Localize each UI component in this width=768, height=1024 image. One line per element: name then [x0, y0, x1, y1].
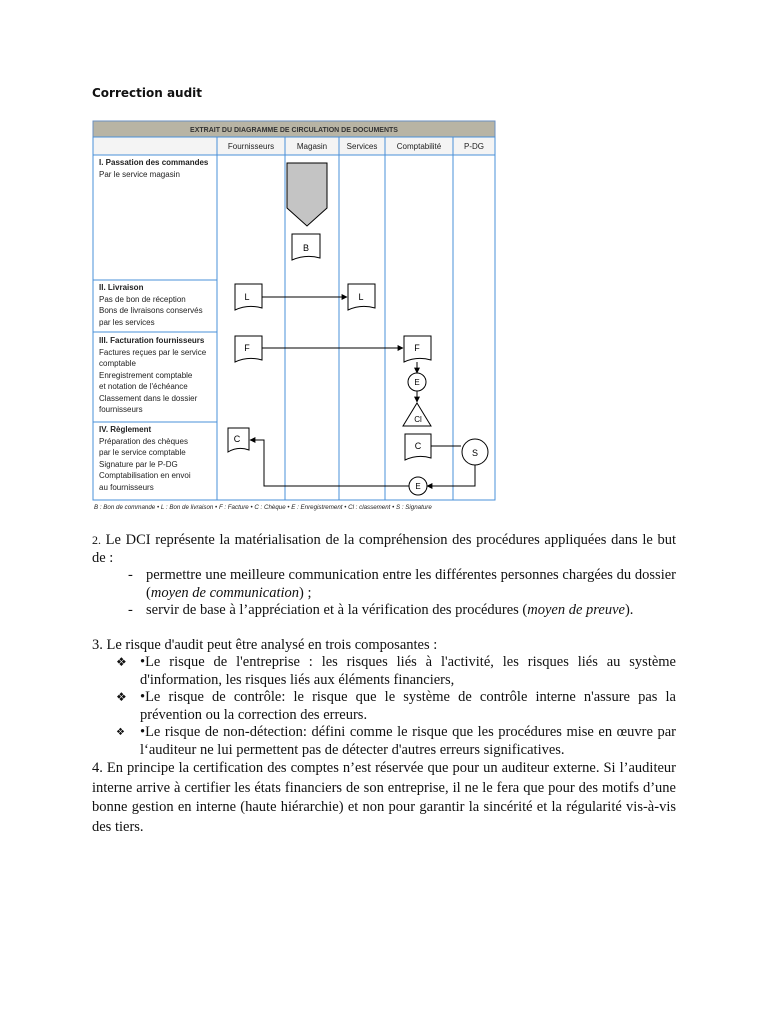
section-line: Factures reçues par le service — [99, 348, 207, 357]
diamond-bullet-icon: ❖ — [116, 690, 127, 704]
section-line: Préparation des chèques — [99, 437, 188, 446]
section-line: Classement dans le dossier — [99, 394, 198, 403]
record-e-label: E — [414, 378, 420, 387]
column-fournisseurs: Fournisseurs — [227, 142, 275, 151]
section-line: Bons de livraisons conservés — [99, 306, 203, 315]
document-f-label: F — [244, 343, 250, 353]
record-e-label: E — [415, 482, 421, 491]
column-services: Services — [346, 142, 378, 151]
document-c-label: C — [414, 441, 422, 451]
document-f-label: F — [414, 343, 420, 353]
diagram-header: EXTRAIT DU DIAGRAMME DE CIRCULATION DE DOCUMENTS — [190, 127, 398, 134]
document-l-label: L — [358, 292, 364, 302]
section-line: Signature par le P-DG — [99, 460, 178, 469]
page-title: Correction audit — [92, 86, 203, 100]
paragraph-2: 2. Le DCI représente la matérialisation de la compréhension des procédures appliquées dans le but de : — [92, 532, 676, 566]
section-line: Comptabilisation en envoi — [99, 471, 191, 480]
list-item: ❖ •Le risque de non-détection: défini comme le risque que les procédures mise en œuvre par l‘auditeur ne lui permettent pas de détecter d'autres erreurs significatives. — [116, 724, 676, 758]
answer-text — [92, 532, 676, 837]
list-item: ❖ •Le risque de l'entreprise : les risques liés à l'activité, les risques liés au système d'information, les risques liés aux éléments financiers, — [116, 654, 676, 688]
section-line: par le service comptable — [99, 448, 186, 457]
list-item: - permettre une meilleure communication entre les différentes personnes chargées du dossier (moyen de communication) ; — [128, 567, 676, 601]
section-title-reglement: IV. Règlement — [99, 425, 152, 434]
section-line: au fournisseurs — [99, 483, 154, 492]
section-line: fournisseurs — [99, 405, 143, 414]
list-item: - servir de base à l’appréciation et à la vérification des procédures (moyen de preuve). — [128, 602, 634, 618]
document-flow-diagram — [92, 120, 496, 512]
order-process-shape — [287, 163, 327, 226]
section-title-livraison: II. Livraison — [99, 283, 144, 292]
diamond-bullet-icon: ❖ — [116, 655, 127, 669]
column-magasin: Magasin — [296, 142, 328, 151]
section-line: Par le service magasin — [99, 170, 180, 179]
section-line: comptable — [99, 359, 136, 368]
filing-cl-label: Cl — [414, 415, 422, 424]
document-c-label: C — [233, 434, 241, 444]
column-comptabilite: Comptabilité — [396, 142, 442, 151]
section-title-commandes: I. Passation des commandes — [99, 158, 209, 167]
section-line: Enregistrement comptable — [99, 371, 193, 380]
list-item: ❖ •Le risque de contrôle: le risque que le système de contrôle interne n'assure pas la prévention ou la correction des erreurs. — [116, 689, 676, 723]
paragraph-3: 3. Le risque d'audit peut être analysé en trois composantes : — [92, 636, 438, 653]
diagram-legend: B : Bon de commande • L : Bon de livraison • F : Facture • C : Chèque • E : Enregistrement • Cl : classement • S : Signature — [94, 504, 432, 511]
section-line: par les services — [99, 318, 155, 327]
paragraph-4: 4. En principe la certification des comptes n’est réservée que pour un auditeur externe. Si l’auditeur interne arrive à certifier les états financiers de son entreprise, il ne le fera que pour des motifs d’une bonne gestion en interne (haute hiérarchie) et non pour garantir la sincérité et la régularité vis-à-vis des tiers. — [92, 760, 676, 835]
signature-s-label: S — [471, 448, 479, 458]
section-line: Pas de bon de réception — [99, 295, 186, 304]
document-l-label: L — [244, 292, 250, 302]
document-b-label: B — [302, 243, 310, 253]
section-title-facturation: III. Facturation fournisseurs — [99, 336, 205, 345]
diamond-bullet-icon: ❖ — [116, 727, 125, 738]
column-pdg: P-DG — [464, 142, 484, 151]
section-line: et notation de l'échéance — [99, 382, 188, 391]
